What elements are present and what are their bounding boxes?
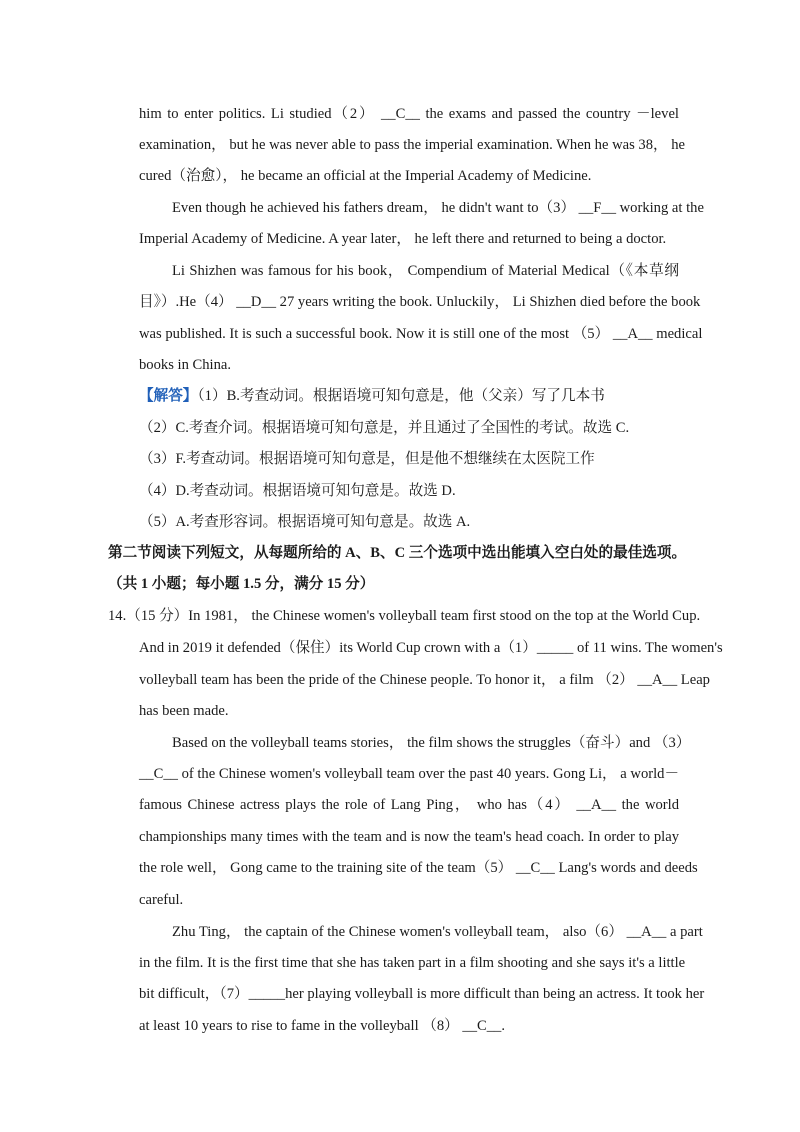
question-14-line-1: 14.（15 分）In 1981， the Chinese women's volleyball team first stood on the top at the World Cup.	[108, 608, 701, 624]
answer-1	[139, 386, 679, 406]
passage1-line-3: cured（治愈）， he became an official at the Imperial Academy of Medicine.	[139, 168, 592, 184]
section2-heading-line2: （共 1 小题；每小题 1.5 分，满分 15 分）	[108, 576, 375, 592]
passage2-line-3: volleyball team has been the pride of the Chinese people. To honor it， a film （2） __A__ Leap	[139, 672, 710, 688]
passage1-line-9: books in China.	[139, 357, 232, 373]
passage2-line-9: the role well， Gong came to the training site of the team（5） __C__ Lang's words and deeds	[139, 860, 698, 876]
passage1-line-1: him to enter politics. Li studied（2） __C__ the exams and passed the country －level	[139, 106, 679, 122]
answer-5: （5）A.考查形容词。根据语境可知句意是。故选 A.	[139, 514, 471, 530]
answer-tag: 【解答】	[139, 388, 198, 404]
answer-1-text: （1）B.考查动词。根据语境可知句意是，他（父亲）写了几本书	[197, 388, 605, 404]
passage2-line-7: famous Chinese actress plays the role of Lang Ping， who has（4） __A__ the world	[139, 797, 679, 813]
answer-3: （3）F.考查动词。根据语境可知句意是，但是他不想继续在太医院工作	[139, 451, 595, 467]
passage2-line-6: __C__ of the Chinese women's volleyball team over the past 40 years. Gong Li， a world－	[139, 766, 680, 782]
passage2-line-2: And in 2019 it defended（保住）its World Cup crown with a（1）_____ of 11 wins. The women's	[139, 640, 723, 656]
section2-heading-line1: 第二节阅读下列短文，从每题所给的 A、B、C 三个选项中选出能填入空白处的最佳选项。	[108, 545, 687, 561]
passage2-line-4: has been made.	[139, 703, 229, 719]
passage1-line-6: Li Shizhen was famous for his book， Compendium of Material Medical（《本草纲	[172, 263, 679, 279]
passage1-line-2: examination， but he was never able to pass the imperial examination. When he was 38， he	[139, 137, 686, 153]
passage2-line-11: Zhu Ting， the captain of the Chinese women's volleyball team， also（6） __A__ a part	[172, 924, 703, 940]
passage2-line-10: careful.	[139, 892, 184, 908]
passage2-line-12: in the film. It is the first time that she has taken part in a film shooting and she says it's a little	[139, 955, 686, 971]
passage1-line-5: Imperial Academy of Medicine. A year later， he left there and returned to being a doctor.	[139, 231, 667, 247]
passage2-line-13: bit difficult，（7）_____her playing volleyball is more difficult than being an actress. It took her	[139, 986, 705, 1002]
answer-4: （4）D.考查动词。根据语境可知句意是。故选 D.	[139, 483, 456, 499]
passage2-line-14: at least 10 years to rise to fame in the volleyball （8） __C__.	[139, 1018, 505, 1034]
passage2-line-5: Based on the volleyball teams stories， the film shows the struggles（奋斗）and （3）	[172, 735, 691, 751]
passage1-line-8: was published. It is such a successful book. Now it is still one of the most （5） __A__ medical	[139, 326, 703, 342]
passage1-line-4: Even though he achieved his fathers dream， he didn't want to（3） __F__ working at the	[172, 200, 704, 216]
answer-2: （2）C.考查介词。根据语境可知句意是，并且通过了全国性的考试。故选 C.	[139, 420, 630, 436]
passage2-line-8: championships many times with the team and is now the team's head coach. In order to play	[139, 829, 679, 845]
passage1-line-7: 目》）.He（4） __D__ 27 years writing the book. Unluckily， Li Shizhen died before the book	[139, 294, 701, 310]
